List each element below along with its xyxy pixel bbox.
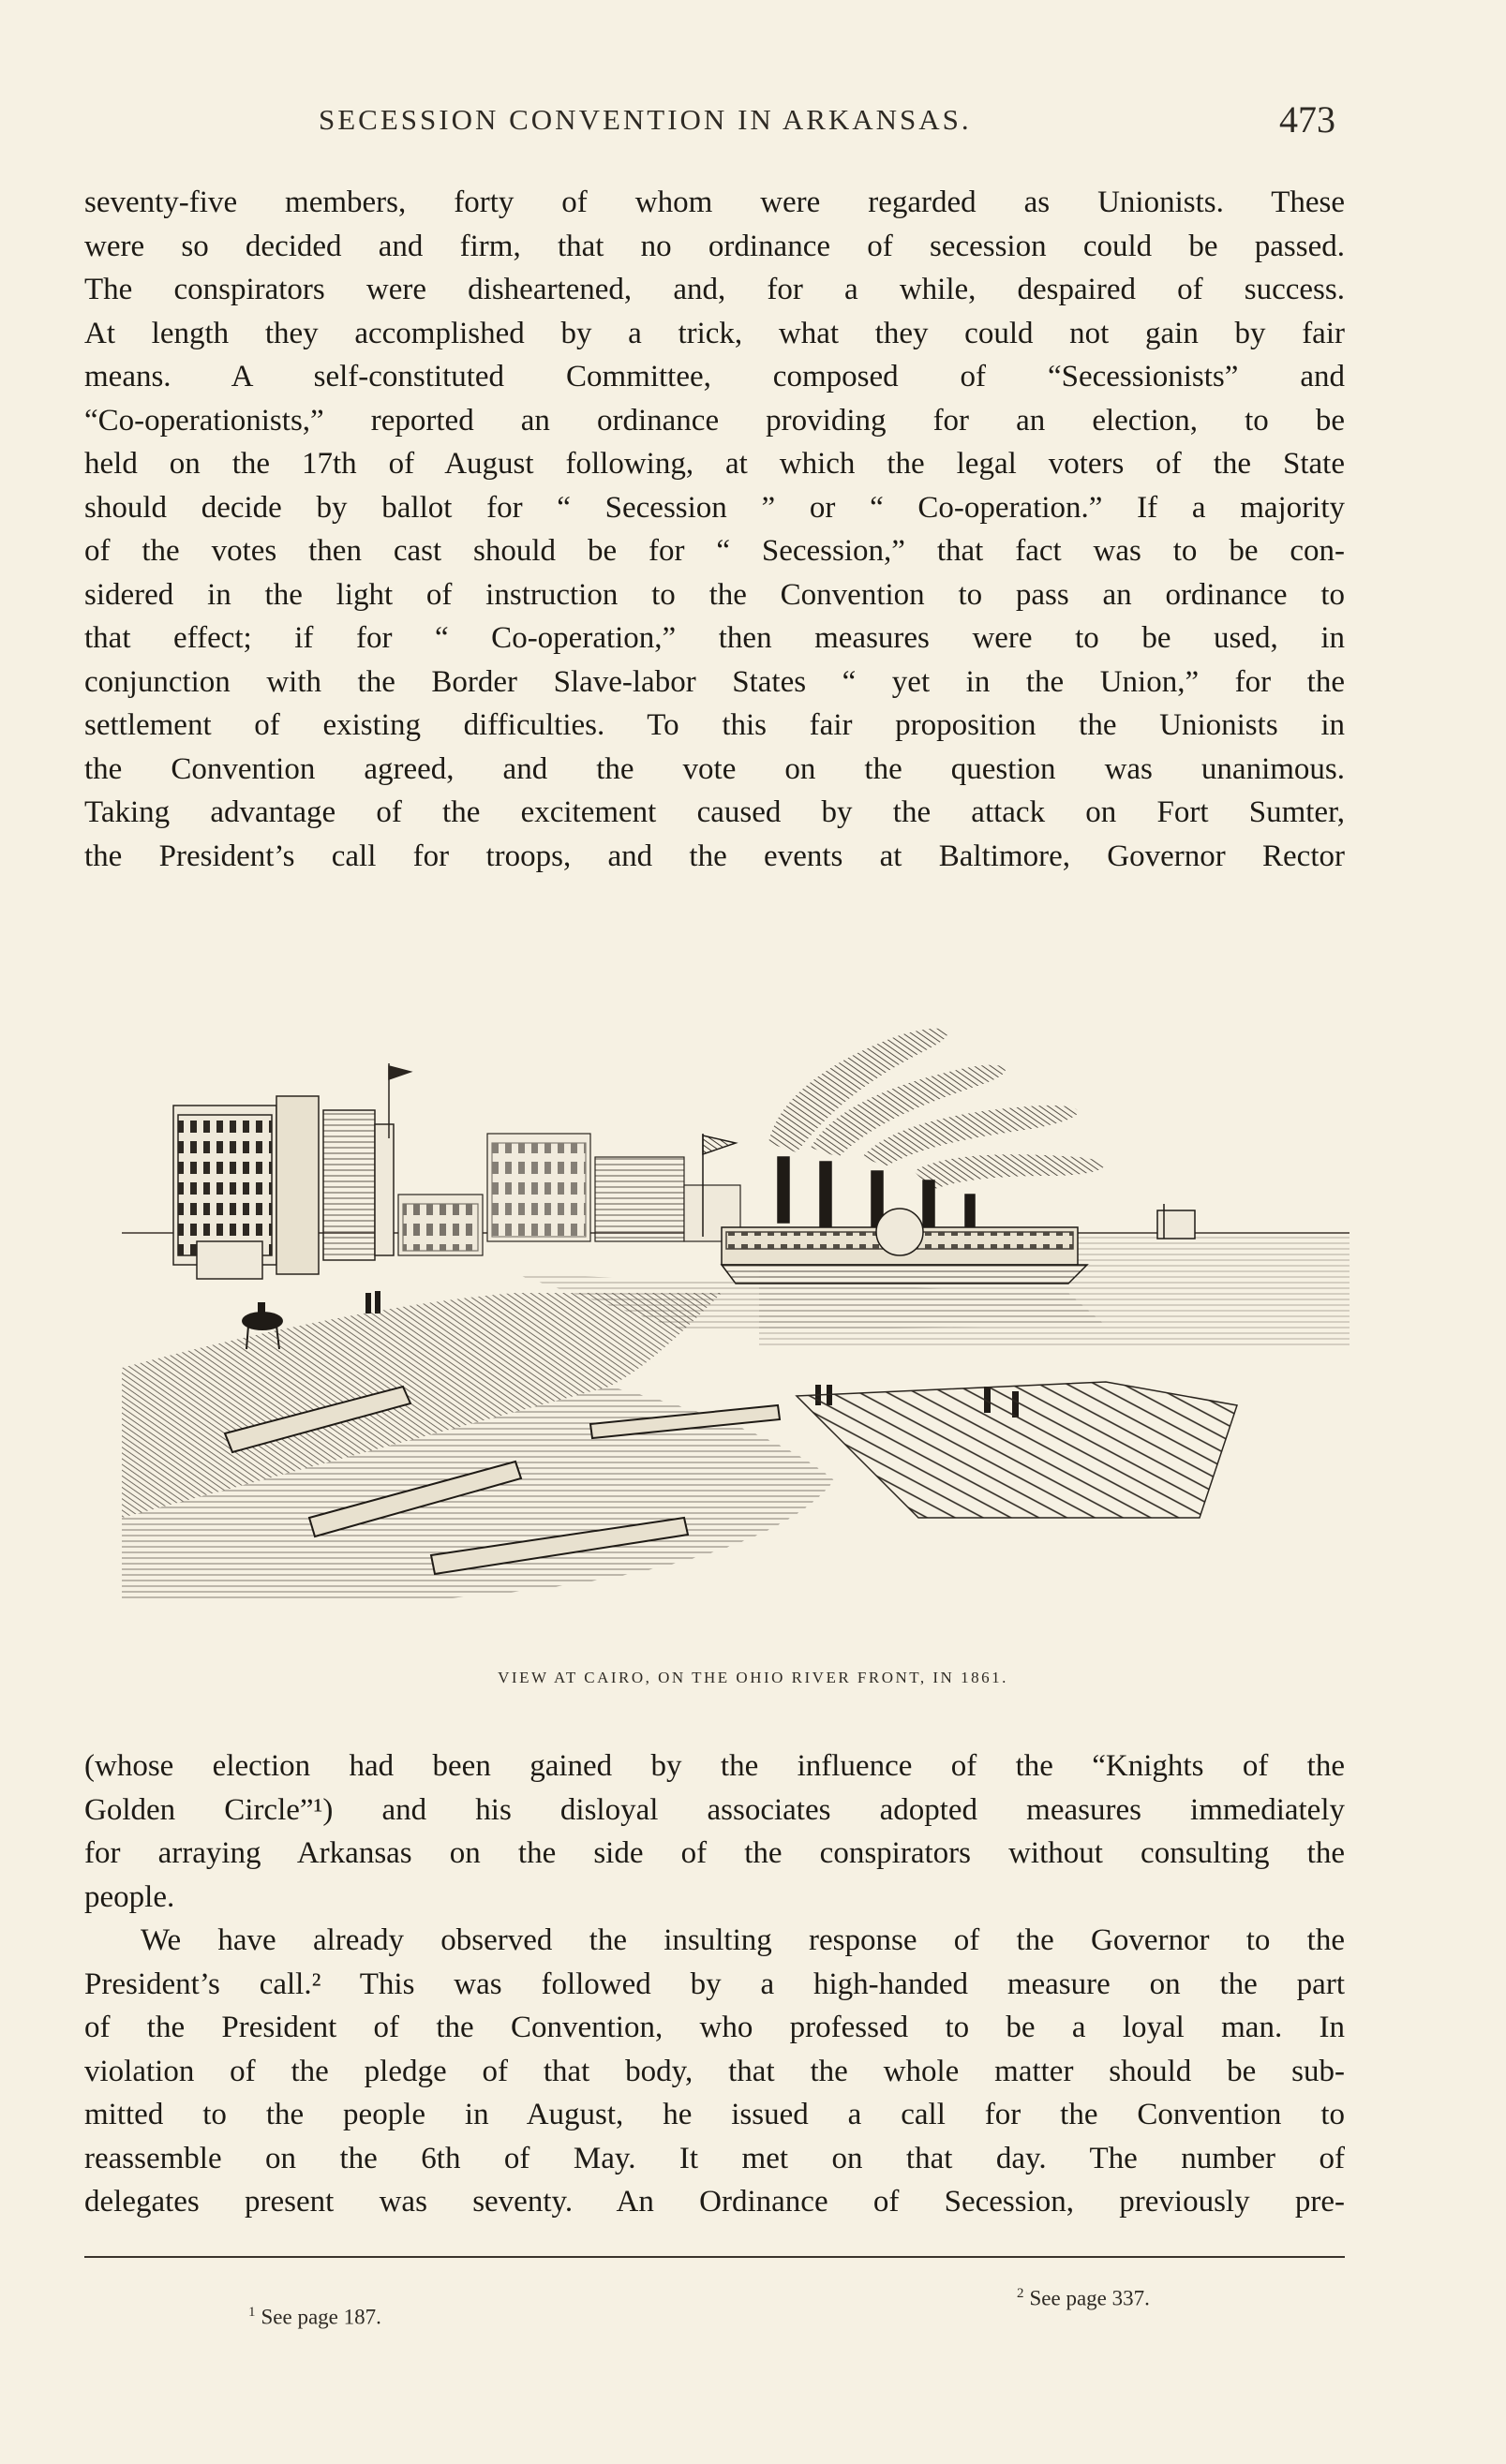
text-line: conjunction with the Border Slave-labor States “ yet in the Union,” for the <box>84 664 1345 699</box>
text-line: violation of the pledge of that body, that the whole matter should be sub- <box>84 2054 1345 2088</box>
mid-buildings <box>398 1134 740 1255</box>
text-line: Taking advantage of the excitement caused by the attack on Fort Sumter, <box>84 795 1345 829</box>
text-line: held on the 17th of August following, at which the legal voters of the State <box>84 447 1345 481</box>
text-line: mitted to the people in August, he issued a call for the Convention to <box>84 2098 1345 2131</box>
text-line: the President’s call for troops, and the events at Baltimore, Governor Rector <box>84 839 1345 873</box>
text-line: people. <box>84 1879 175 1914</box>
footnote-text: See page 187. <box>261 2305 381 2329</box>
text-line: were so decided and firm, that no ordinance of secession could be passed. <box>84 229 1345 263</box>
smoke-plumes <box>768 1029 1104 1190</box>
text-line: The conspirators were disheartened, and, for a while, despaired of success. <box>84 273 1345 306</box>
text-line: (whose election had been gained by the influence of the “Knights of the <box>84 1749 1345 1783</box>
footnote-2 <box>1017 2286 1150 2311</box>
text-line: We have already observed the insulting response of the Governor to the <box>141 1923 1345 1957</box>
text-line: “Co-operationists,” reported an ordinance providing for an election, to be <box>84 403 1345 438</box>
footnote-mark: 1 <box>248 2305 256 2320</box>
text-line: reassemble on the 6th of May. It met on that day. The number of <box>84 2141 1345 2175</box>
running-title: SECESSION CONVENTION IN ARKANSAS. <box>319 103 972 136</box>
footnote-1 <box>248 2305 381 2330</box>
page-number: 473 <box>1279 98 1335 141</box>
text-line: for arraying Arkansas on the side of the conspirators without consulting the <box>84 1836 1345 1870</box>
footnote-rule <box>84 2256 1345 2258</box>
text-line: that effect; if for “ Co-operation,” then measures were to be used, in <box>84 621 1345 655</box>
footnote-mark: 2 <box>1017 2286 1024 2301</box>
engraving-illustration <box>122 993 1349 1649</box>
running-head <box>0 94 1506 150</box>
illustration-caption: VIEW AT CAIRO, ON THE OHIO RIVER FRONT, IN 1861. <box>498 1669 1008 1686</box>
text-line: means. A self-constituted Committee, composed of “Secessionists” and <box>84 360 1345 393</box>
text-line: President’s call.² This was followed by a high-handed measure on the part <box>84 1967 1345 2001</box>
text-line: settlement of existing difficulties. To this fair proposition the Unionists in <box>84 708 1345 742</box>
cairo-river-front-engraving <box>122 993 1349 1649</box>
text-line: of the President of the Convention, who professed to be a loyal man. In <box>84 2011 1345 2044</box>
left-buildings <box>173 1063 410 1279</box>
wharf-planks <box>797 1382 1237 1518</box>
body-text-top <box>84 181 1345 878</box>
text-line: should decide by ballot for “ Secession ” or “ Co-operation.” If a majority <box>84 490 1345 525</box>
text-line: the Convention agreed, and the vote on the question was unanimous. <box>84 751 1345 786</box>
body-text-bottom <box>84 1744 1345 2224</box>
text-line: of the votes then cast should be for “ Secession,” that fact was to be con- <box>84 534 1345 568</box>
footnote-text: See page 337. <box>1029 2286 1150 2310</box>
text-line: sidered in the light of instruction to the Convention to pass an ordinance to <box>84 577 1345 612</box>
text-line: seventy-five members, forty of whom were regarded as Unionists. These <box>84 186 1345 219</box>
text-line: delegates present was seventy. An Ordinance of Secession, previously pre- <box>84 2185 1345 2219</box>
text-line: At length they accomplished by a trick, what they could not gain by fair <box>84 316 1345 350</box>
text-line: Golden Circle”¹) and his disloyal associates adopted measures immediately <box>84 1792 1345 1827</box>
